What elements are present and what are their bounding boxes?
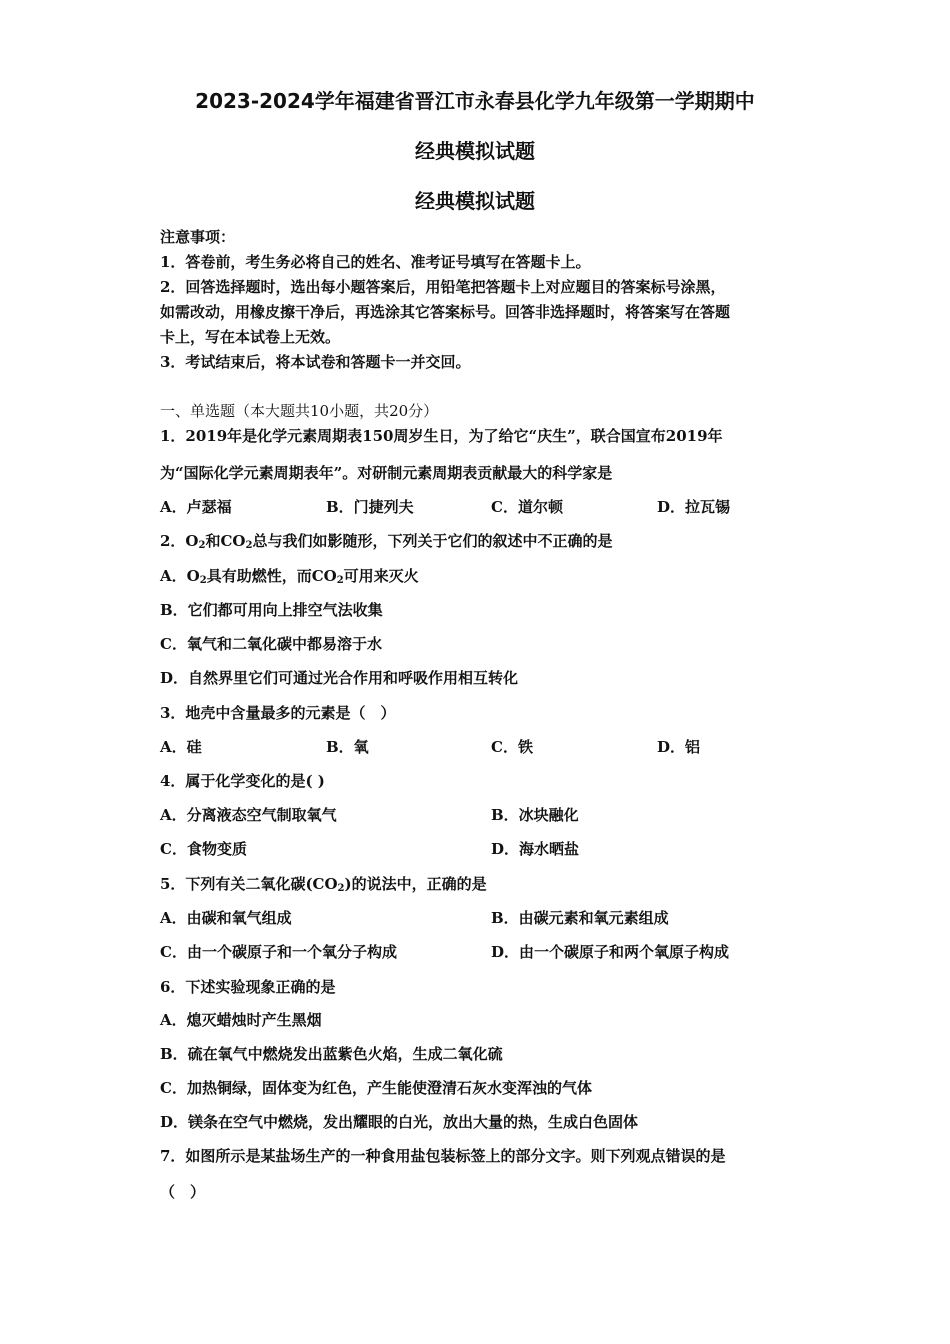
question-6-option-d: D．镁条在空气中燃烧，发出耀眼的白光，放出大量的热，生成白色固体 xyxy=(160,1113,639,1131)
question-5-option-a: A．由碳和氧气组成 xyxy=(160,909,292,927)
notice-item-3: 3．考试结束后，将本试卷和答题卡一并交回。 xyxy=(160,353,471,371)
section-heading: 一、单选题（本大题共10小题，共20分） xyxy=(160,402,439,420)
question-3-option-d: D．铝 xyxy=(657,738,701,756)
subscript-2: 2 xyxy=(245,540,253,551)
subscript-2: 2 xyxy=(337,883,345,894)
question-3-option-a: A．硅 xyxy=(160,738,202,756)
subscript-2: 2 xyxy=(199,575,207,586)
question-6-stem: 6．下述实验现象正确的是 xyxy=(160,978,336,996)
question-1-option-b: B．门捷列夫 xyxy=(326,498,414,516)
question-4-option-a: A．分离液态空气制取氧气 xyxy=(160,806,337,824)
notice-item-2-line-2: 如需改动，用橡皮擦干净后，再选涂其它答案标号。回答非选择题时，将答案写在答题 xyxy=(160,303,731,321)
exam-subtitle: 经典模拟试题 xyxy=(415,139,535,163)
question-4-option-d: D．海水晒盐 xyxy=(491,840,580,858)
question-6-option-a: A．熄灭蜡烛时产生黑烟 xyxy=(160,1011,322,1029)
question-2-option-c: C．氧气和二氧化碳中都易溶于水 xyxy=(160,635,382,653)
question-1-stem-line-1: 1．2019年是化学元素周期表150周岁生日，为了给它“庆生”，联合国宣布2019年 xyxy=(160,427,723,445)
question-1-option-a: A．卢瑟福 xyxy=(160,498,232,516)
question-5-stem: 5．下列有关二氧化碳$(CO_2)$的说法中，正确的是 xyxy=(160,875,487,894)
question-5-option-d: D．由一个碳原子和两个氧原子构成 xyxy=(491,943,730,961)
question-7-stem-line-2: （ ） xyxy=(160,1183,206,1201)
notice-heading: 注意事项： xyxy=(160,228,236,246)
subscript-2: 2 xyxy=(336,575,344,586)
notice-item-1: 1．答卷前，考生务必将自己的姓名、准考证号填写在答题卡上。 xyxy=(160,253,591,271)
subscript-2: 2 xyxy=(198,540,206,551)
question-2-option-b: B．它们都可用向上排空气法收集 xyxy=(160,601,383,619)
question-2-option-d: D．自然界里它们可通过光合作用和呼吸作用相互转化 xyxy=(160,669,519,687)
question-1-option-d: D．拉瓦锡 xyxy=(657,498,731,516)
question-5-option-b: B．由碳元素和氧元素组成 xyxy=(491,909,669,927)
question-1-option-c: C．道尔顿 xyxy=(491,498,563,516)
question-4-option-b: B．冰块融化 xyxy=(491,806,579,824)
question-6-option-c: C．加热铜绿，固体变为红色，产生能使澄清石灰水变浑浊的气体 xyxy=(160,1079,592,1097)
question-7-stem-line-1: 7．如图所示是某盐场生产的一种食用盐包装标签上的部分文字。则下列观点错误的是 xyxy=(160,1147,726,1165)
question-2-stem: 2．$O_2$和$CO_2$总与我们如影随形，下列关于它们的叙述中不正确的是 xyxy=(160,532,613,551)
question-3-option-b: B．氧 xyxy=(326,738,369,756)
question-4-option-c: C．食物变质 xyxy=(160,840,247,858)
question-1-stem-line-2: 为“国际化学元素周期表年”。对研制元素周期表贡献最大的科学家是 xyxy=(160,464,613,482)
question-3-option-c: C．铁 xyxy=(491,738,533,756)
question-2-option-a: A．$O_2$具有助燃性，而$CO_2$可用来灭火 xyxy=(160,567,419,586)
notice-item-2-line-1: 2．回答选择题时，选出每小题答案后，用铅笔把答题卡上对应题目的答案标号涂黑， xyxy=(160,278,726,296)
question-6-option-b: B．硫在氧气中燃烧发出蓝紫色火焰，生成二氧化硫 xyxy=(160,1045,503,1063)
exam-subtitle-repeat: 经典模拟试题 xyxy=(415,189,535,213)
question-5-option-c: C．由一个碳原子和一个氧分子构成 xyxy=(160,943,397,961)
notice-item-2-line-3: 卡上，写在本试卷上无效。 xyxy=(160,328,341,346)
question-4-stem: 4．属于化学变化的是( ) xyxy=(160,772,325,790)
question-3-stem: 3．地壳中含量最多的元素是（ ） xyxy=(160,704,396,722)
exam-title: 2023-2024学年福建省晋江市永春县化学九年级第一学期期中 xyxy=(195,89,755,113)
